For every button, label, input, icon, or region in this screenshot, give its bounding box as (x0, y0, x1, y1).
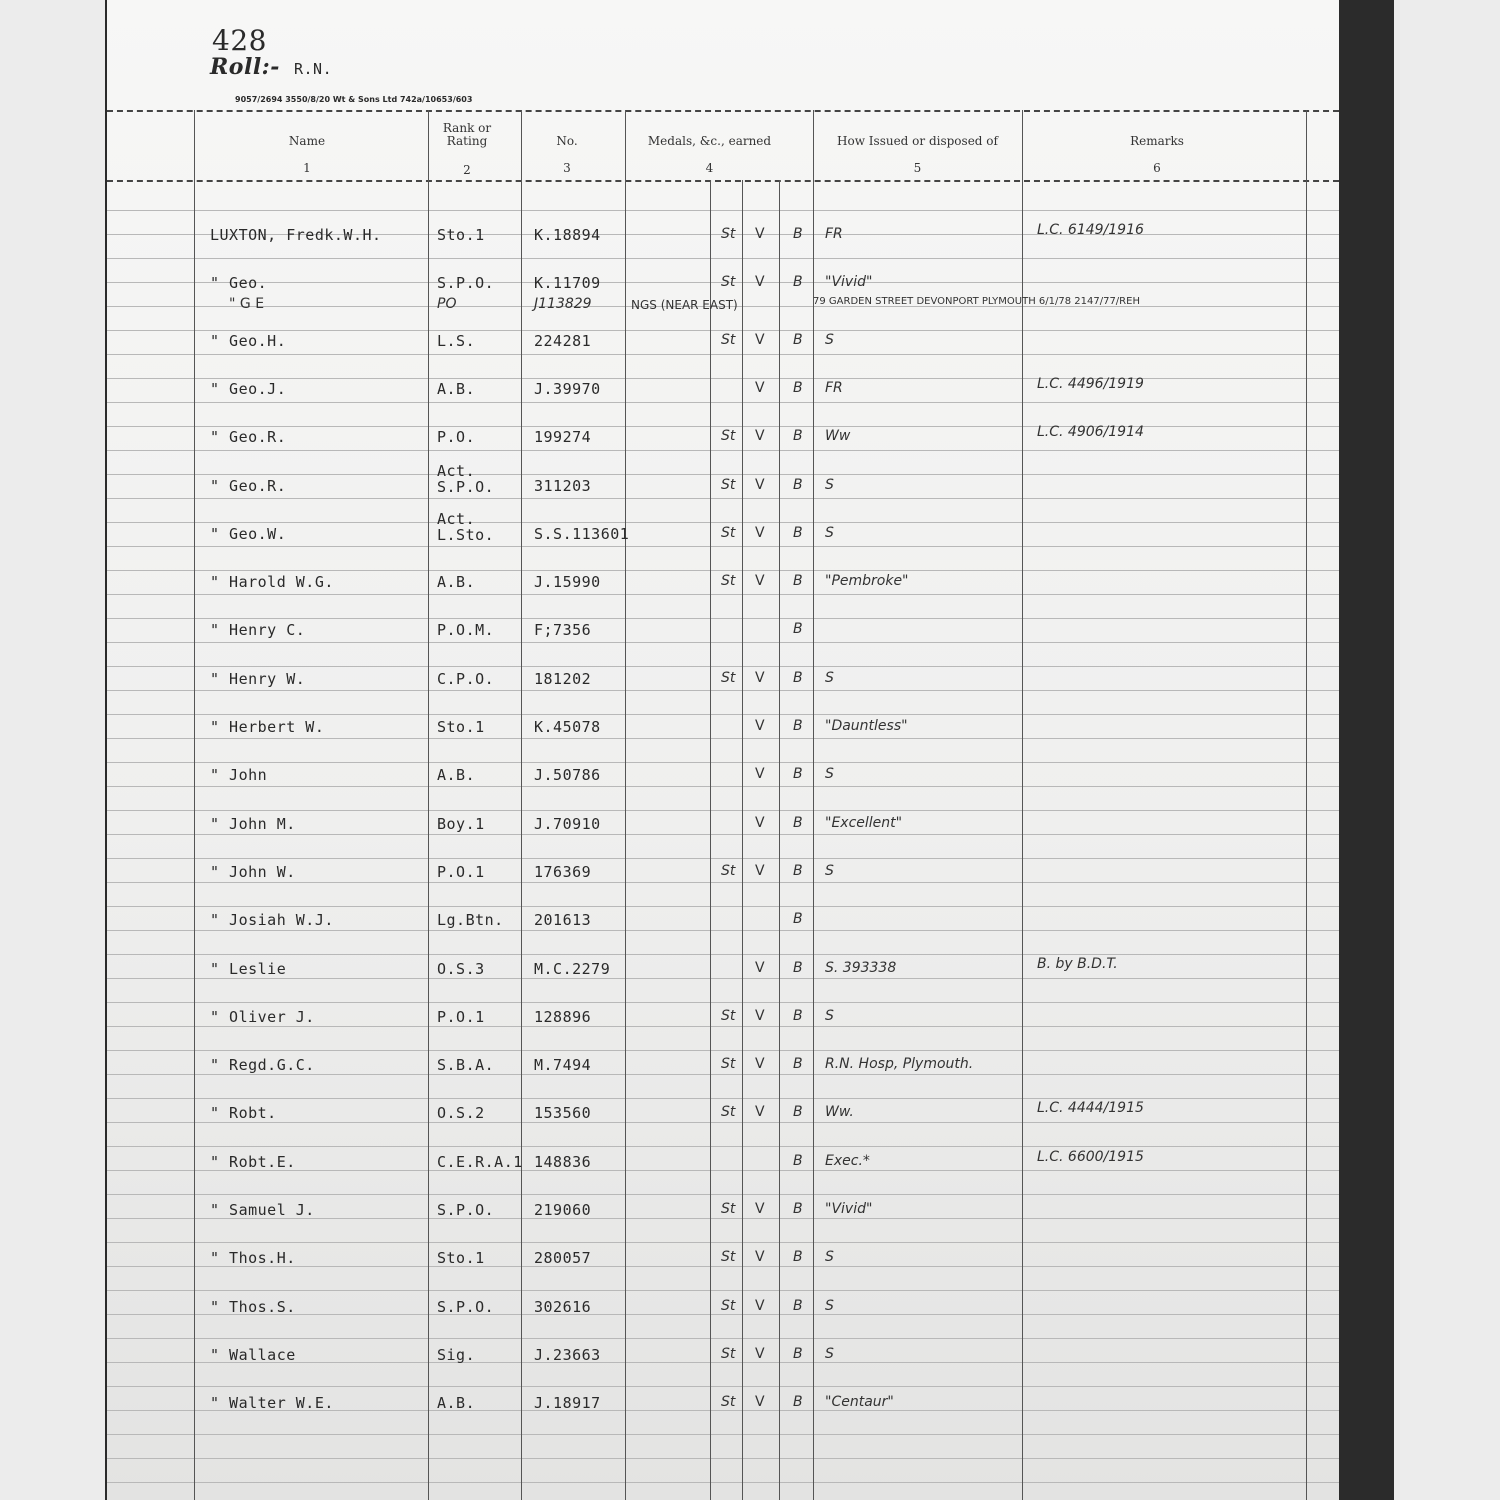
medal-star-mark: St (721, 862, 736, 879)
medal-victory-mark: V (755, 274, 765, 291)
ruled-line (107, 618, 1339, 619)
entry-rank: P.O.1 (437, 1007, 485, 1026)
entry-disposal: S (825, 476, 834, 493)
medal-star-mark: St (721, 669, 736, 686)
ruled-line (107, 402, 1339, 403)
column-rule (779, 180, 780, 1500)
entry-name: " Josiah W.J. (210, 911, 334, 930)
entry-number: 224281 (534, 331, 592, 350)
entry-number: 311203 (534, 476, 592, 495)
entry-number: 128896 (534, 1007, 592, 1026)
entry-disposal: FR (825, 226, 843, 242)
entry-number: J.39970 (534, 379, 601, 398)
ruled-line (107, 714, 1339, 715)
entry-number: K.11709 (534, 274, 601, 293)
medal-star-mark: St (721, 1056, 736, 1073)
entry-disposal: S (825, 1249, 834, 1266)
entry-name: " Thos.H. (210, 1249, 296, 1268)
entry-name: " Geo.J. (210, 379, 287, 398)
ruled-line (107, 930, 1339, 931)
ruled-line (107, 1194, 1339, 1195)
entry-number: J.23663 (534, 1345, 601, 1364)
ruled-line (107, 810, 1339, 811)
entry-rank: P.O.M. (437, 621, 495, 640)
medal-bwm-mark: B (793, 862, 803, 879)
medal-star-mark: St (721, 1201, 736, 1217)
medal-bwm-mark: B (793, 1345, 803, 1362)
medal-bwm-mark: B (793, 226, 803, 242)
medal-victory-mark: V (755, 959, 765, 976)
medal-star-mark: St (721, 573, 736, 590)
entry-disposal: "Dauntless" (825, 718, 908, 734)
column-rule (194, 110, 195, 1500)
ruled-line (107, 1074, 1339, 1075)
medal-victory-mark: V (755, 331, 765, 348)
entry-number: J.18917 (534, 1394, 601, 1413)
entry-disposal: FR (825, 379, 843, 396)
medal-victory-mark: V (755, 669, 765, 686)
entry-rank: Act. S.P.O. (437, 461, 495, 496)
entry-rank: A.B. (437, 379, 476, 398)
entry-number: K.45078 (534, 718, 601, 736)
entry-number: 302616 (534, 1297, 592, 1316)
entry-remarks: L.C. 4496/1919 (1037, 375, 1144, 392)
entry-rank: P.O. (437, 428, 476, 447)
ruled-line (107, 1026, 1339, 1027)
medal-victory-mark: V (755, 226, 765, 242)
ruled-line (107, 1458, 1339, 1459)
medal-victory-mark: V (755, 1056, 765, 1073)
column-rule (1306, 110, 1307, 1500)
medal-star-mark: St (721, 274, 736, 291)
medal-star-mark: St (721, 1249, 736, 1266)
entry-number: J.50786 (534, 766, 601, 785)
entry-name: " John (210, 766, 268, 785)
entry-number: 181202 (534, 669, 592, 688)
entry-disposal: "Pembroke" (825, 573, 909, 590)
entry-name: " G E (229, 296, 265, 312)
entry-rank: C.E.R.A.1 (437, 1152, 523, 1171)
entry-name: " Geo.W. (210, 524, 287, 543)
entry-rank: Lg.Btn. (437, 911, 504, 930)
entry-rank: PO (437, 296, 457, 312)
entry-rank: S.P.O. (437, 1297, 495, 1316)
ruled-line (107, 1122, 1339, 1123)
entry-remarks: L.C. 4444/1915 (1037, 1100, 1144, 1117)
entry-number: M.7494 (534, 1056, 592, 1075)
medal-bwm-mark: B (793, 1249, 803, 1266)
entry-name: " Herbert W. (210, 718, 325, 736)
ruled-line (107, 642, 1339, 643)
medal-victory-mark: V (755, 379, 765, 396)
medal-star-mark: St (721, 476, 736, 493)
entry-name: LUXTON, Fredk.W.H. (210, 226, 382, 244)
ruled-line (107, 426, 1339, 427)
entry-number: 153560 (534, 1104, 592, 1123)
ruled-line (107, 522, 1339, 523)
column-rule (521, 110, 522, 1500)
entry-disposal: S (825, 862, 834, 879)
entry-name: " Geo. (210, 274, 268, 293)
ruled-line (107, 690, 1339, 691)
entry-name: " Harold W.G. (210, 573, 334, 592)
medal-bwm-mark: B (793, 669, 803, 686)
header-bottom-rule (107, 180, 1339, 182)
header-top-rule (107, 110, 1339, 112)
medal-victory-mark: V (755, 814, 765, 831)
ruled-line (107, 1002, 1339, 1003)
entry-remarks: L.C. 6149/1916 (1037, 222, 1144, 238)
entry-name: " Henry W. (210, 669, 306, 688)
medal-victory-mark: V (755, 573, 765, 590)
entry-rank: L.S. (437, 331, 476, 350)
medal-bwm-mark: B (793, 573, 803, 590)
entry-number: 219060 (534, 1201, 592, 1219)
ruled-line (107, 1434, 1339, 1435)
column-rule (428, 110, 429, 1500)
ruled-line (107, 882, 1339, 883)
medal-bwm-mark: B (793, 274, 803, 291)
ruled-line (107, 594, 1339, 595)
ruled-line (107, 1050, 1339, 1051)
right-background-margin (1394, 0, 1500, 1500)
medal-bwm-mark: B (793, 524, 803, 541)
entry-name: " Geo.H. (210, 331, 287, 350)
ruled-line (107, 1146, 1339, 1147)
entry-disposal: S. 393338 (825, 959, 897, 976)
entry-disposal: R.N. Hosp, Plymouth. (825, 1056, 974, 1073)
entry-name: " John M. (210, 814, 296, 833)
medal-bwm-mark: B (793, 1056, 803, 1073)
roll-value: R.N. (294, 60, 333, 78)
entry-disposal: S (825, 1297, 834, 1314)
medal-bwm-mark: B (793, 1201, 803, 1217)
left-background-margin (0, 0, 105, 1500)
entry-disposal: S (825, 1007, 834, 1024)
entry-number: S.S.113601 (534, 524, 630, 543)
entry-rank: S.P.O. (437, 274, 495, 293)
entry-name: " Leslie (210, 959, 287, 978)
page-number: 428 (212, 24, 267, 57)
entry-rank: Act. L.Sto. (437, 509, 495, 544)
entry-name: " Robt.E. (210, 1152, 296, 1171)
entry-disposal: "Centaur" (825, 1394, 894, 1411)
entry-number: J.70910 (534, 814, 601, 833)
entry-rank: Sto.1 (437, 718, 485, 736)
ruled-line (107, 978, 1339, 979)
medal-victory-mark: V (755, 1104, 765, 1121)
medal-star-mark: St (721, 1297, 736, 1314)
entry-disposal: S (825, 524, 834, 541)
ruled-line (107, 450, 1339, 451)
medal-bwm-mark: B (793, 911, 803, 928)
entry-name: " Wallace (210, 1345, 296, 1364)
medal-bwm-mark: B (793, 1104, 803, 1121)
medal-victory-mark: V (755, 1249, 765, 1266)
entry-rank: Boy.1 (437, 814, 485, 833)
entry-medals-note: NGS (NEAR EAST) (631, 298, 738, 312)
entry-remarks: L.C. 4906/1914 (1037, 424, 1144, 441)
ruled-line (107, 474, 1339, 475)
entry-rank: O.S.3 (437, 959, 485, 978)
medal-victory-mark: V (755, 1394, 765, 1411)
entry-number: 176369 (534, 862, 592, 881)
ruled-line (107, 1482, 1339, 1483)
medal-bwm-mark: B (793, 1007, 803, 1024)
entry-name: " Oliver J. (210, 1007, 315, 1026)
entry-rank: C.P.O. (437, 669, 495, 688)
ruled-line (107, 210, 1339, 211)
entry-number: 199274 (534, 428, 592, 447)
medal-star-mark: St (721, 1345, 736, 1362)
entry-rank: A.B. (437, 766, 476, 785)
entry-disposal: Ww. (825, 1104, 854, 1121)
medal-bwm-mark: B (793, 959, 803, 976)
ruled-line (107, 546, 1339, 547)
entry-rank: Sto.1 (437, 226, 485, 244)
entry-disposal: S (825, 766, 834, 783)
entry-name: " Walter W.E. (210, 1394, 334, 1413)
roll-label: Roll:- (210, 54, 280, 80)
medal-star-mark: St (721, 226, 736, 242)
ruled-line (107, 1242, 1339, 1243)
medal-bwm-mark: B (793, 718, 803, 734)
medal-bwm-mark: B (793, 476, 803, 493)
entry-name: " Samuel J. (210, 1201, 315, 1219)
entry-rank: A.B. (437, 573, 476, 592)
ruled-line (107, 258, 1339, 259)
ruled-line (107, 378, 1339, 379)
medal-bwm-mark: B (793, 1152, 803, 1169)
entry-name: " Robt. (210, 1104, 277, 1123)
ruled-line (107, 1098, 1339, 1099)
ruled-line (107, 834, 1339, 835)
medal-victory-mark: V (755, 862, 765, 879)
entry-disposal: S (825, 331, 834, 348)
medal-victory-mark: V (755, 1201, 765, 1217)
medal-bwm-mark: B (793, 814, 803, 831)
medal-roll-page: 428 Roll:- R.N. 9057/2694 3550/8/20 Wt & Sons Ltd 742a/10653/603 Name 1 Rank or Rating 2 No. 3 Medals, &c., earned 4 How Issued or disposed of 5 Remarks 6 LUXTON, Fredk.W.H. Sto.1 K.18894 St V B FR L.C. 6149/1916 " Geo. S.P.O. K.11709 St V B "Vivid" " G E PO J113829 NGS (NEAR EAST) 79 GARDEN STREET DEVONPORT PLYMOUTH 6/1/78 2147/77/REH " Geo.H. L.S. 224281 St V B S " Geo.J. A.B. J.39970 V B FR L.C. 4496/1919 " Geo.R. P.O. 199274 St V B Ww L.C. 4906/1914 " Geo.R. Act. S.P.O. 311203 St V B S " Geo.W. Act. L.Sto. S.S.113601 St V B S " Harold W.G. A.B. J.15990 St V B "Pembroke" " Henry C. P.O.M. F;7356 B " Henry W. C.P.O. 181202 St V B S " Herbert W. Sto.1 K.45078 V B "Dauntless" " John A.B. J.50786 V B S " John M. Boy.1 J.70910 V B "Excellent" " John W. P.O.1 176369 St V B S " Josiah W.J. Lg.Btn. 201613 B " Leslie O.S.3 M.C.2279 V B S. 393338 B. by B.D.T. " Oliver J. P.O.1 128896 St V B S " Regd.G.C. S.B.A. M.7494 St V B R.N. Hosp, Plymouth. " Robt. O.S.2 153560 St V B Ww. L.C. 4444/1915 " Robt.E. C.E.R.A.1 148836 B Exec.* L.C. 6600/1915 " Samuel J. S.P.O. 219060 St V B "Vivid" " Thos.H. Sto.1 280057 St V B S " Thos.S. S.P.O. 302616 St V B S " Wallace Sig. J.23663 St V B S " Walter W.E. A.B. J.18917 St V B "Centaur" (107, 0, 1339, 1500)
medal-star-mark: St (721, 1104, 736, 1121)
entry-number: 201613 (534, 911, 592, 930)
medal-victory-mark: V (755, 524, 765, 541)
medal-star-mark: St (721, 1007, 736, 1024)
ruled-line (107, 786, 1339, 787)
ruled-line (107, 858, 1339, 859)
column-rule (625, 110, 626, 1500)
column-rule (813, 110, 814, 1500)
entry-disposal: "Excellent" (825, 814, 903, 831)
medal-star-mark: St (721, 331, 736, 348)
medal-victory-mark: V (755, 1007, 765, 1024)
entry-disposal: "Vivid" (825, 274, 873, 291)
entry-rank: Sig. (437, 1345, 476, 1364)
medal-bwm-mark: B (793, 1394, 803, 1411)
entry-remarks: B. by B.D.T. (1037, 955, 1118, 972)
medal-victory-mark: V (755, 1297, 765, 1314)
medal-star-mark: St (721, 428, 736, 445)
entry-disposal: "Vivid" (825, 1201, 873, 1217)
medal-bwm-mark: B (793, 379, 803, 396)
entry-name: " Geo.R. (210, 428, 287, 447)
entry-remarks: L.C. 6600/1915 (1037, 1148, 1144, 1165)
ruled-line (107, 738, 1339, 739)
entry-rank: A.B. (437, 1394, 476, 1413)
ruled-line (107, 666, 1339, 667)
ruled-line (107, 1386, 1339, 1387)
medal-bwm-mark: B (793, 766, 803, 783)
medal-victory-mark: V (755, 428, 765, 445)
printer-line: 9057/2694 3550/8/20 Wt & Sons Ltd 742a/10653/603 (235, 95, 473, 104)
entry-name: " John W. (210, 862, 296, 881)
ruled-line (107, 498, 1339, 499)
entry-number: M.C.2279 (534, 959, 611, 978)
medal-bwm-mark: B (793, 428, 803, 445)
ruled-line (107, 906, 1339, 907)
entry-number: 148836 (534, 1152, 592, 1171)
ruled-line (107, 354, 1339, 355)
entry-rank: S.B.A. (437, 1056, 495, 1075)
entry-name: " Henry C. (210, 621, 306, 640)
medal-star-mark: St (721, 1394, 736, 1411)
entry-number: J113829 (534, 296, 592, 312)
entry-number: K.18894 (534, 226, 601, 244)
medal-bwm-mark: B (793, 1297, 803, 1314)
entry-disposal: S (825, 669, 834, 686)
entry-name: " Regd.G.C. (210, 1056, 315, 1075)
medal-star-mark: St (721, 524, 736, 541)
entry-name: " Thos.S. (210, 1297, 296, 1316)
ruled-line (107, 1338, 1339, 1339)
entry-number: J.15990 (534, 573, 601, 592)
entry-disposal: S (825, 1345, 834, 1362)
medal-victory-mark: V (755, 476, 765, 493)
medal-bwm-mark: B (793, 331, 803, 348)
entry-number: 280057 (534, 1249, 592, 1268)
ruled-line (107, 570, 1339, 571)
entry-number: F;7356 (534, 621, 592, 640)
medal-victory-mark: V (755, 766, 765, 783)
medal-victory-mark: V (755, 718, 765, 734)
entry-rank: P.O.1 (437, 862, 485, 881)
entry-disposal: Exec.* (825, 1152, 870, 1169)
ruled-line (107, 762, 1339, 763)
column-rule (742, 180, 743, 1500)
entry-disposal: Ww (825, 428, 851, 445)
entry-rank: S.P.O. (437, 1201, 495, 1219)
medal-victory-mark: V (755, 1345, 765, 1362)
column-rule (710, 180, 711, 1500)
entry-name: " Geo.R. (210, 476, 287, 495)
entry-disposal: 79 GARDEN STREET DEVONPORT PLYMOUTH 6/1/78 2147/77/REH (813, 296, 1140, 307)
ruled-line (107, 954, 1339, 955)
entry-rank: Sto.1 (437, 1249, 485, 1268)
column-rule (1022, 110, 1023, 1500)
entry-rank: O.S.2 (437, 1104, 485, 1123)
ruled-line (107, 1290, 1339, 1291)
medal-bwm-mark: B (793, 621, 803, 638)
